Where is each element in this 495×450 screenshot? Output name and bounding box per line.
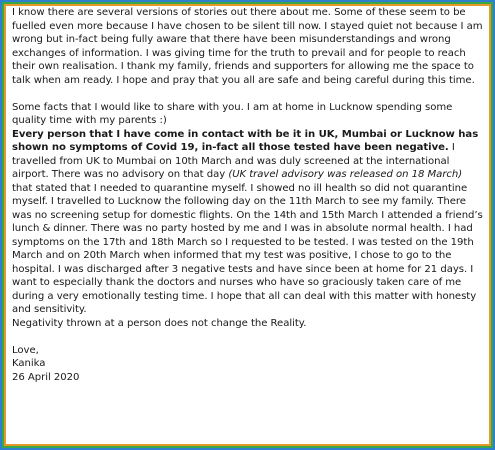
border-bottom-green (2, 446, 493, 448)
border-bottom-orange (4, 444, 491, 446)
border-left-orange (4, 4, 6, 446)
bold-statement: Every person that I have come in contact with be it in UK, Mumbai or Lucknow has shown no symptoms of Covid 19, in-fact all those tested have been negative. (12, 128, 479, 153)
facts-text-a: I travelled from UK to Mumbai on 10th March and was duly screened at the international airport. There was no advisory on that day (12, 142, 455, 180)
paragraph-facts-intro: Some facts that I would like to share with you. I am at home in Lucknow spending some quality time with my parents :) (12, 101, 453, 126)
signature-name: Kanika (12, 358, 46, 369)
facts-text-b: that stated that I needed to quarantine myself. I showed no ill health so did not quarantine myself. I travelled to Lucknow the following day on the 11th March to see my family. There was no screening setup for domestic flights. On the 14th and 15th March I attended a friend’s lunch & dinner. There was no party hosted by me and I was in absolute normal health. I had symptoms on the 17th and 18th March so I requested to be tested. I was tested on the 19th March and on 20th March when informed that my test was positive, I chose to go to the hospital. I was discharged after 3 negative tests and have since been at home for 21 days. I want to especially thank the doctors and nurses who have so graciously taken care of me during a very emotionally testing time. I hope that all can deal with this matter with honesty and sensitivity. (12, 182, 483, 315)
letter-body (12, 6, 484, 384)
paragraph-gap (12, 330, 484, 344)
signoff: Love, (12, 344, 39, 356)
paragraph-gap (12, 87, 484, 101)
italic-note: (UK travel advisory was released on 18 March) (228, 169, 463, 180)
border-right-orange (489, 4, 491, 446)
border-right-green (491, 2, 493, 448)
paragraph-intro: I know there are several versions of stories out there about me. Some of these seem to be fuelled even more because I have chosen to be silent till now. I stayed quiet not because I am wrong but in-fact being fully aware that there have been misunderstandings and wrong exchanges of information. I was giving time for the truth to prevail and for people to reach their own realisation. I thank my family, friends and supporters for allowing me the space to talk when am ready. I hope and pray that you all are safe and being careful during this time. (12, 7, 483, 86)
letter-date: 26 April 2020 (12, 371, 80, 383)
paragraph-facts (12, 128, 484, 317)
paragraph-closing-line: Negativity thrown at a person does not change the Reality. (12, 317, 307, 329)
